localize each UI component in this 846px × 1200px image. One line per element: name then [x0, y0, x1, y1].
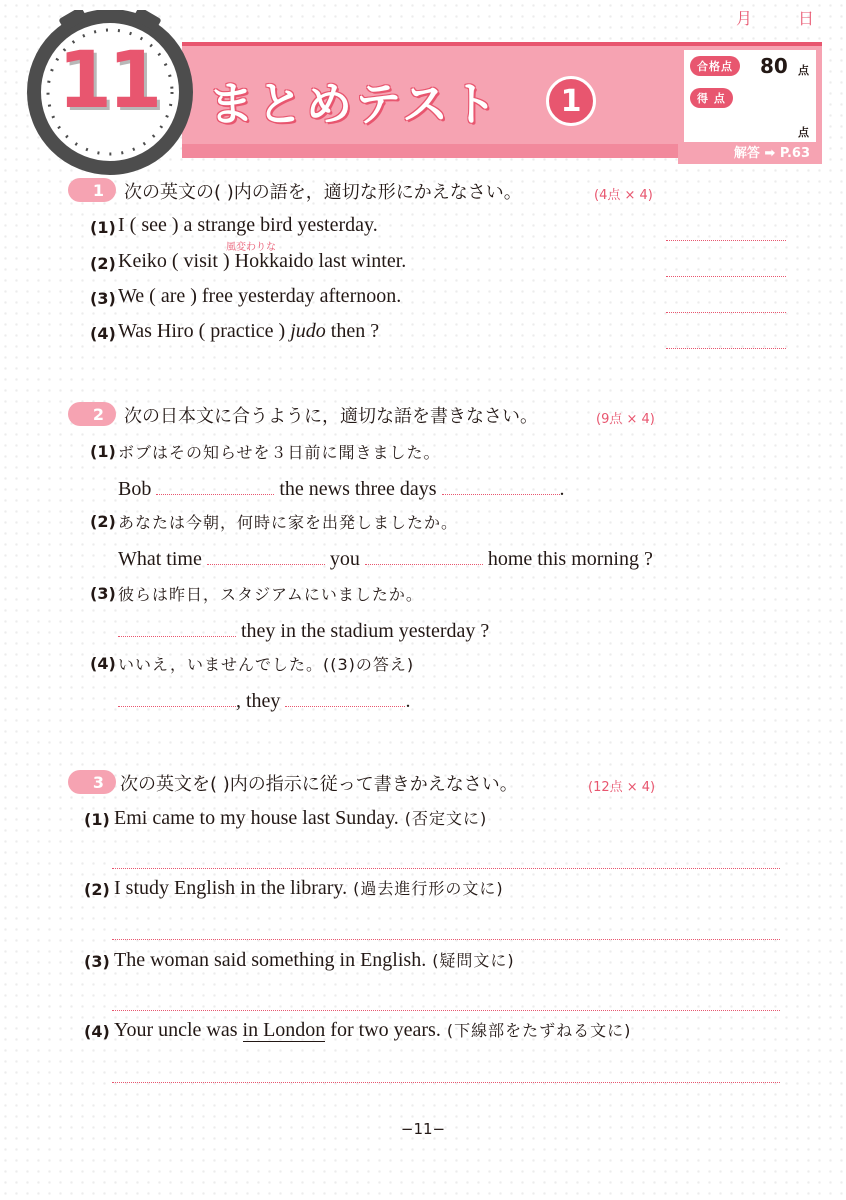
- answer-line[interactable]: [112, 868, 780, 869]
- question-text: Keiko ( visit ) Hokkaido last winter.: [118, 250, 407, 272]
- question-text: The woman said something in English. (疑問文に): [114, 949, 515, 971]
- question-japanese: あなたは今朝，何時に家を出発しましたか。: [118, 513, 459, 532]
- question-number: (4): [90, 324, 116, 343]
- question-number: (1): [90, 442, 116, 461]
- pass-score-value: 80: [760, 54, 788, 78]
- vocab-gloss: 風変わりな: [226, 242, 276, 253]
- month-label: 月: [736, 9, 753, 28]
- question-number: (1): [84, 810, 110, 829]
- question-english: , they .: [118, 688, 410, 713]
- question-number: (2): [90, 254, 116, 273]
- question-japanese: 彼らは昨日，スタジアムにいましたか。: [118, 585, 423, 604]
- answer-blank[interactable]: [666, 312, 786, 313]
- question-english: they in the stadium yesterday ?: [118, 618, 489, 643]
- question-japanese: いいえ，いませんでした。((3)の答え): [118, 655, 415, 674]
- section-1-instruction: 次の英文の( )内の語を，適切な形にかえなさい。: [124, 182, 522, 203]
- question-text: Emi came to my house last Sunday. (否定文に): [114, 807, 488, 829]
- question-number: (3): [90, 289, 116, 308]
- question-number: (1): [90, 218, 116, 237]
- question-number: (3): [84, 952, 110, 971]
- answer-blank[interactable]: [666, 276, 786, 277]
- section-3-points: (12点 × 4): [588, 780, 656, 795]
- answer-blank[interactable]: [118, 618, 236, 637]
- question-japanese: ボブはその知らせを３日前に聞きました。: [118, 443, 441, 462]
- answer-line[interactable]: [112, 1082, 780, 1083]
- score-unit: 点: [798, 126, 809, 139]
- answer-blank[interactable]: [666, 240, 786, 241]
- section-1-badge: 1: [68, 178, 116, 202]
- pass-score-label: 合格点: [690, 56, 740, 76]
- answer-line[interactable]: [112, 939, 780, 940]
- question-text: I study English in the library. (過去進行形の文に): [114, 877, 504, 899]
- answer-blank[interactable]: [285, 688, 405, 707]
- underlined-phrase: in London: [242, 1019, 326, 1041]
- section-1-points: (4点 × 4): [594, 188, 653, 203]
- answer-blank[interactable]: [365, 546, 483, 565]
- answer-blank[interactable]: [118, 688, 236, 707]
- title-number: 1: [546, 76, 596, 126]
- question-number: (4): [84, 1022, 110, 1041]
- page-number: −11−: [400, 1120, 446, 1138]
- section-2-points: (9点 × 4): [596, 412, 655, 427]
- question-english: Bob the news three days .: [118, 478, 565, 500]
- question-number: (4): [90, 654, 116, 673]
- question-text: I ( see ) a strange bird yesterday.: [118, 214, 378, 236]
- day-label: 日: [798, 9, 815, 28]
- question-number: (2): [90, 512, 116, 531]
- unit-number: 11: [57, 36, 159, 126]
- section-2-badge: 2: [68, 402, 116, 426]
- answer-blank[interactable]: [666, 348, 786, 349]
- question-text: Your uncle was in London for two years. (下線部をたずねる文に): [114, 1019, 632, 1041]
- score-label: 得 点: [690, 88, 733, 108]
- question-number: (3): [90, 584, 116, 603]
- score-box: [678, 42, 822, 164]
- section-3-badge: 3: [68, 770, 116, 794]
- answer-reference: 解答 ➡ P.63: [733, 146, 810, 161]
- answer-line[interactable]: [112, 1010, 780, 1011]
- question-text: Was Hiro ( practice ) judo then ?: [118, 320, 380, 342]
- pass-score-unit: 点: [798, 64, 809, 77]
- answer-blank[interactable]: [207, 546, 325, 565]
- section-2-instruction: 次の日本文に合うように，適切な語を書きなさい。: [124, 406, 538, 427]
- answer-blank[interactable]: [442, 476, 560, 495]
- question-text: We ( are ) free yesterday afternoon.: [118, 285, 402, 307]
- question-number: (2): [84, 880, 110, 899]
- answer-blank[interactable]: [156, 476, 274, 495]
- section-3-instruction: 次の英文を( )内の指示に従って書きかえなさい。: [120, 774, 518, 795]
- question-english: What time you home this morning ?: [118, 548, 653, 570]
- page-title: まとめテスト: [208, 77, 501, 131]
